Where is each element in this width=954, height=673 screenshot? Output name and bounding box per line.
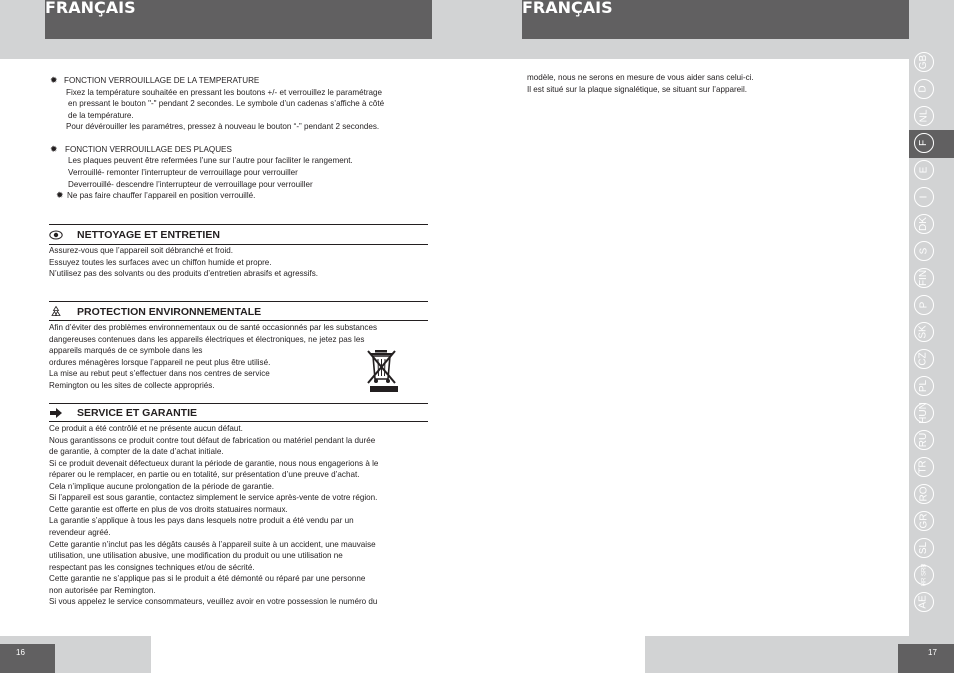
language-tab-label: GB [917,54,929,70]
language-tab-p[interactable] [914,295,934,315]
language-tab-label: I [918,195,929,199]
warranty-line: Cela n’implique aucune prolongation de la période de garantie. [49,481,274,491]
language-tab-label: TR [918,460,929,474]
language-tab-gb[interactable] [914,52,934,72]
warranty-line: revendeur agréé. [49,527,111,537]
language-tab-tr[interactable] [914,457,934,477]
weee-bin-icon [364,345,400,393]
language-tab-ae[interactable] [914,592,934,612]
recycle-icon [49,305,63,317]
language-tab-label: D [917,85,929,93]
environment-line: dangereuses contenues dans les appareils électriques et électroniques, ne jetez pas les [49,334,365,344]
plate-lock-line: Les plaques peuvent être refermées l’une sur l’autre pour faciliter le rangement. [68,156,353,165]
language-tab-label: AE [918,595,929,609]
language-tab-label: DK [918,217,929,231]
language-tab-label: FIN [917,269,929,287]
language-tab-cz[interactable] [914,349,934,369]
plate-lock-line: Deverrouillé- descendre l’interrupteur de verrouillage pour verrouiller [68,179,313,189]
language-tab-ro[interactable] [914,484,934,504]
language-tab-label: P [917,301,929,309]
warranty-line: Ce produit a été contrôlé et ne présente aucun défaut. [49,424,243,433]
environment-line: Afin d’éviter des problèmes environnementaux ou de santé occasionnés par les substances [49,323,377,332]
section-rule [49,301,428,302]
warranty-line: La garantie s’applique à tous les pays dans lesquels notre produit a été vendu par un [49,516,354,526]
temp-lock-line: Pour dévérouiller les paramétres, pressez à nouveau le bouton “-” pendant 2 secondes. [66,122,380,131]
cleaning-line: Assurez-vous que l’appareil soit débranché et froid. [49,246,234,255]
sun-bullet-icon: ✹ [50,144,58,154]
section-rule [49,421,428,422]
language-tab-f[interactable] [914,133,934,153]
section-rule [49,403,428,404]
eye-icon [49,229,63,241]
page-number-left: 16 [0,644,55,673]
language-tab-ru[interactable] [914,430,934,450]
language-tab-dk[interactable] [914,214,934,234]
warranty-line: Cette garantie est offerte en plus de vos droits statuaires normaux. [49,504,288,514]
page-title-left: FRANÇAIS [45,0,136,17]
language-tab-label: RO [918,486,929,502]
warranty-continued-line: modèle, nous ne serons en mesure de vous aider sans celui-ci. [527,73,754,82]
page-number-right: 17 [898,644,954,673]
temp-lock-title: FONCTION VERROUILLAGE DE LA TEMPERATURE [64,76,260,85]
language-tab-label: S [917,247,929,255]
language-tab-label: GR [918,513,929,529]
warranty-line: Cette garantie ne s’applique pas si le produit a été démonté ou réparé par une personne [49,574,366,584]
warranty-line: de garantie, à compter de la date d’achat initiale. [49,447,224,457]
section-rule [49,320,428,321]
language-tab-label: F [917,139,929,147]
temp-lock-line: de la température. [68,110,134,120]
cleaning-line: N’utilisez pas des solvants ou des produits d’entretien abrasifs et agressifs. [49,269,319,278]
environment-line: Remington ou les sites de collecte appropriés. [49,381,215,390]
page-header-left [45,0,432,39]
language-tab-sk[interactable] [914,322,934,342]
language-tab-label: CZ [918,352,929,366]
language-tab-label: PL [917,379,929,393]
lock-warning: Ne pas faire chauffer l’appareil en position verrouillé. [67,191,256,200]
language-tab-h[interactable] [914,403,934,423]
warranty-line: Si vous appelez le service consommateurs, veuillez avoir en votre possession le numéro du [49,597,378,607]
language-tab-label: HUN [918,402,930,424]
cleaning-line: Essuyez toutes les surfaces avec un chiffon humide et propre. [49,257,272,267]
arrow-right-icon [49,407,63,419]
plate-lock-line: Verrouillé- remonter l’interrupteur de verrouillage pour verrouiller [68,168,298,177]
sun-bullet-icon: ✹ [56,190,64,200]
footer-gap [151,636,645,673]
warranty-line: réparer ou le remplacer, en partie ou en totalité, sur présentation d’une preuve d’achat. [49,470,360,480]
section-rule [49,224,428,225]
language-tab-s[interactable] [914,241,934,261]
language-tab-i[interactable] [914,187,934,207]
language-tab-label: SK [918,325,929,339]
warranty-line: respectant pas les consignes techniques et/ou de sécrité. [49,562,255,572]
language-tab-label: RU [917,432,929,448]
language-tab-nl[interactable] [914,106,934,126]
warranty-continued-line: Il est situé sur la plaque signalétique, se situant sur l’appareil. [527,85,748,94]
warranty-line: non autorisée par Remington. [49,585,156,595]
language-tab-gr[interactable] [914,511,934,531]
language-tab-e[interactable] [914,160,934,180]
temp-lock-line: en pressant le bouton "-" pendant 2 secondes. Le symbole d’un cadenas s’affiche à côté [68,99,385,108]
language-tab-label: E [917,166,929,174]
environment-line: ordures ménagères lorsque l’appareil ne peut plus être utilisé. [49,358,271,367]
environment-title: PROTECTION ENVIRONNEMENTALE [77,306,262,318]
cleaning-title: NETTOYAGE ET ENTRETIEN [77,229,220,241]
language-tab-label: HR SRB [921,563,928,587]
warranty-line: Nous garantissons ce produit contre tout défaut de fabrication ou matériel pendant la durée [49,435,376,445]
sun-bullet-icon: ✹ [50,75,58,85]
language-tab-label: NL [917,109,929,123]
language-tab-sl[interactable] [914,538,934,558]
warranty-line: Si l’appareil est sous garantie, contactez simplement le service après-vente de votre région. [49,493,378,503]
warranty-title: SERVICE ET GARANTIE [77,407,197,419]
language-tab-label: SL [917,541,929,555]
language-tab-d[interactable] [914,79,934,99]
environment-line: La mise au rebut peut s’effectuer dans nos centres de service [49,369,270,378]
language-tab-fin[interactable] [914,268,934,288]
warranty-line: Cette garantie n’inclut pas les dégâts causés à l’appareil suite à un accident, une mauvaise [49,539,376,549]
plate-lock-title: FONCTION VERROUILLAGE DES PLAQUES [65,145,232,154]
warranty-line: utilisation, une utilisation abusive, une modification du produit ou une utilisation ne [49,551,343,561]
page-header-right [522,0,909,39]
language-tab-hr-srb[interactable] [914,565,934,585]
environment-line: appareils marqués de ce symbole dans les [49,346,203,355]
temp-lock-line: Fixez la température souhaitée en pressant les boutons +/- et verrouillez le paramétrage [66,87,383,97]
warranty-line: Si ce produit devenait défectueux durant la période de garantie, nous nous engagerions à le [49,458,379,468]
page-title-right: FRANÇAIS [522,0,613,17]
language-tab-pl[interactable] [914,376,934,396]
